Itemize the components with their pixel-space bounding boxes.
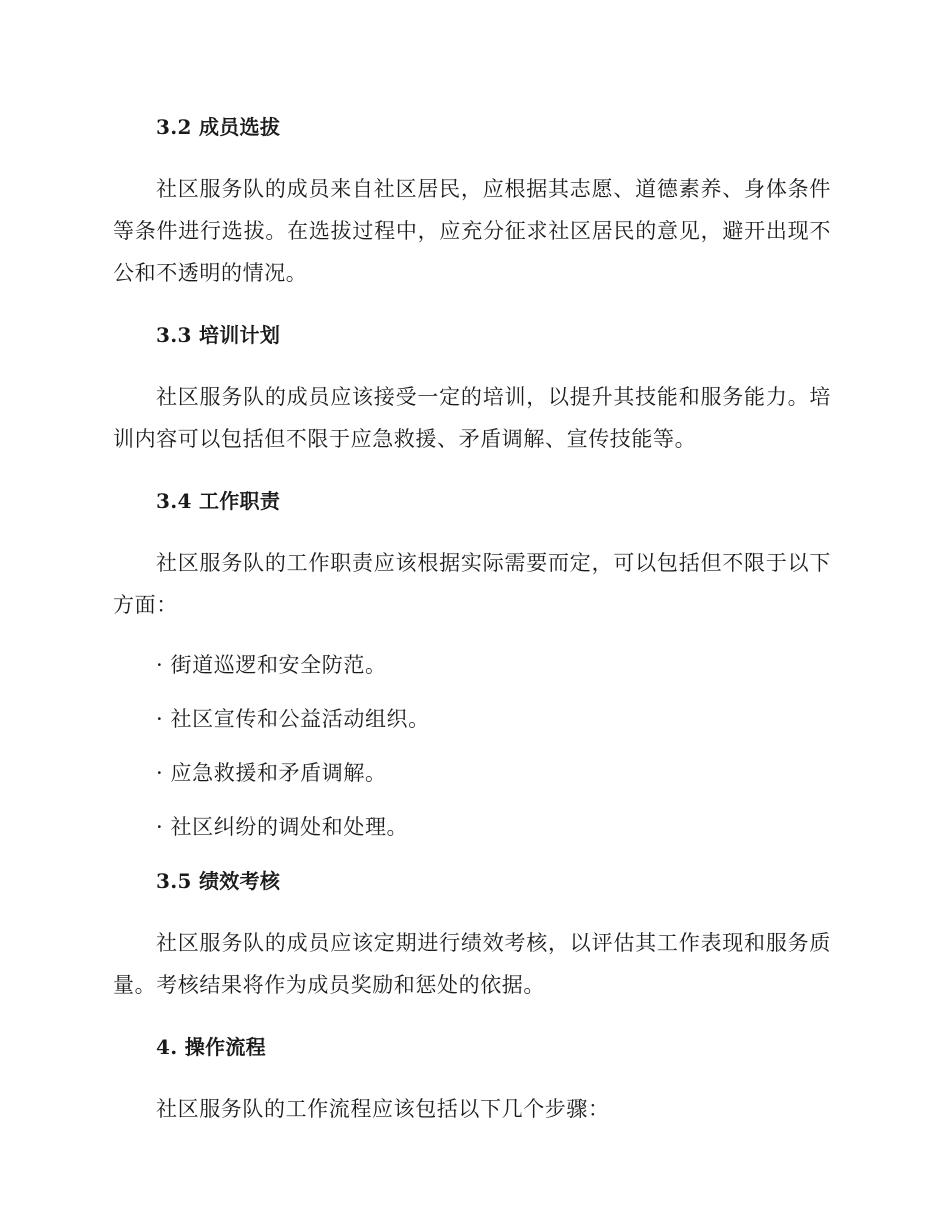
- list-item-duty-1: · 街道巡逻和安全防范。: [156, 653, 387, 677]
- section-paragraph-3-5: 社区服务队的成员应该定期进行绩效考核，以评估其工作表现和服务质量。考核结果将作为成员奖励和惩处的依据。: [113, 931, 831, 997]
- section-paragraph-3-3: 社区服务队的成员应该接受一定的培训，以提升其技能和服务能力。培训内容可以包括但不限于应急救援、矛盾调解、宣传技能等。: [113, 385, 831, 451]
- section-paragraph-4: 社区服务队的工作流程应该包括以下几个步骤：: [156, 1097, 610, 1121]
- list-item-duty-4: · 社区纠纷的调处和处理。: [156, 815, 409, 839]
- document-body: [113, 112, 831, 1130]
- section-heading-3-5: 3.5 绩效考核: [156, 869, 281, 893]
- list-item-duty-3: · 应急救援和矛盾调解。: [156, 761, 387, 785]
- section-paragraph-3-2: 社区服务队的成员来自社区居民，应根据其志愿、道德素养、身体条件等条件进行选拔。在选拔过程中，应充分征求社区居民的意见，避开出现不公和不透明的情况。: [113, 177, 831, 285]
- list-item-duty-2: · 社区宣传和公益活动组织。: [156, 707, 430, 731]
- section-heading-3-3: 3.3 培训计划: [156, 323, 281, 347]
- section-paragraph-3-4: 社区服务队的工作职责应该根据实际需要而定，可以包括但不限于以下方面：: [113, 551, 831, 617]
- section-heading-3-2: 3.2 成员选拔: [156, 115, 281, 139]
- section-heading-3-4: 3.4 工作职责: [156, 489, 281, 513]
- section-heading-4: 4. 操作流程: [156, 1035, 266, 1059]
